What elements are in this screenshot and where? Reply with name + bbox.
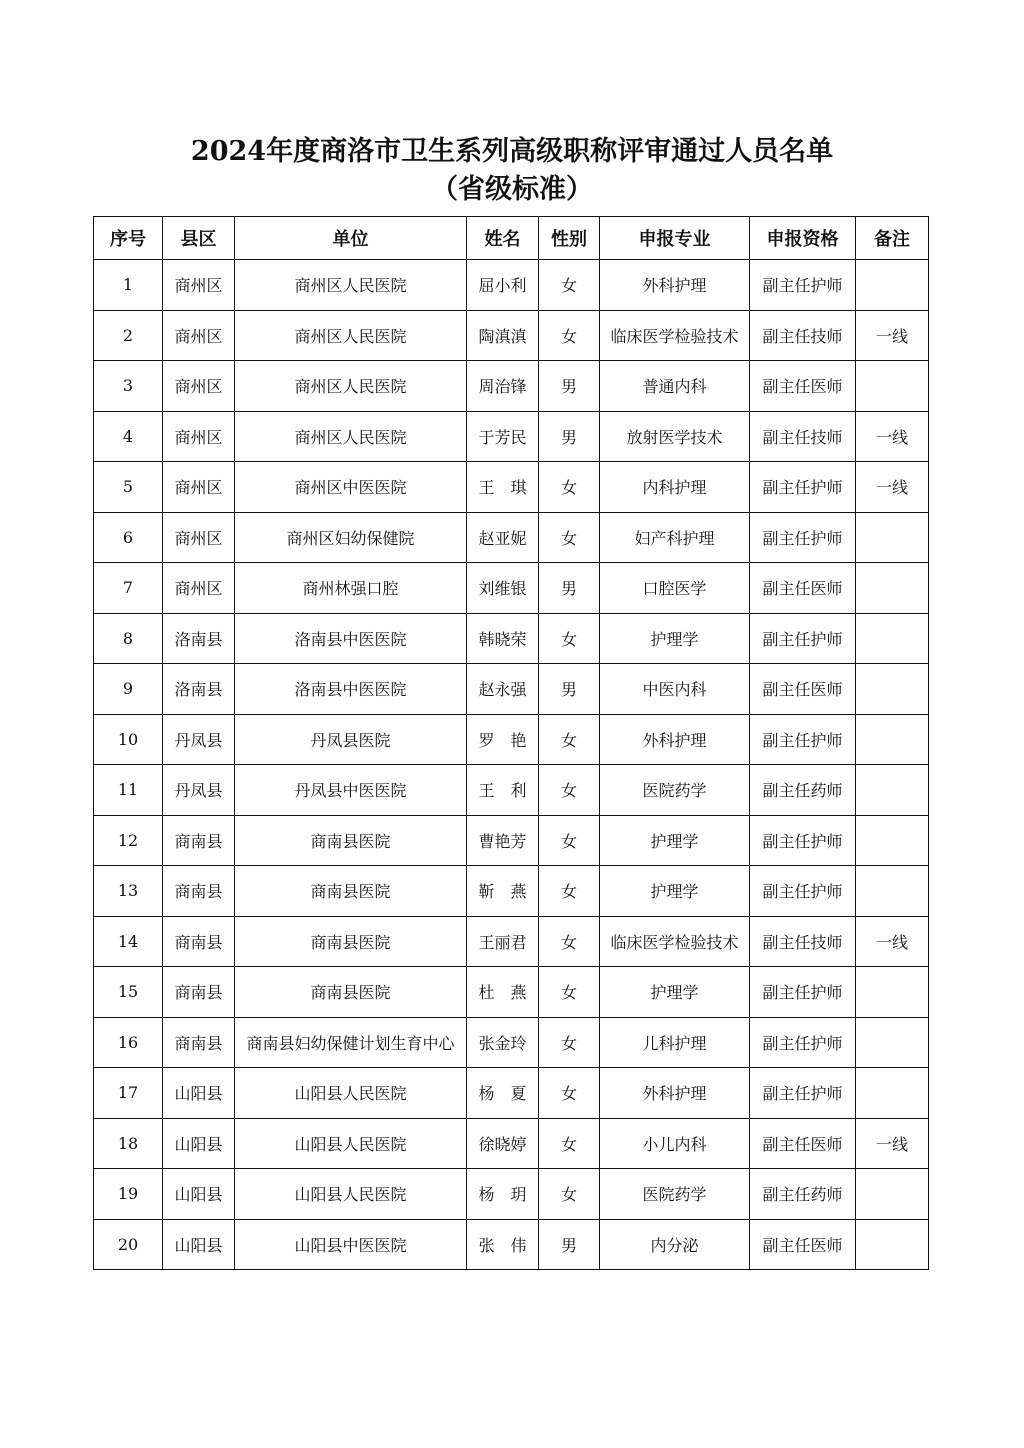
- cell-name: 杨 夏: [467, 1068, 539, 1119]
- table-row: [94, 967, 929, 1018]
- cell-gender: 女: [539, 714, 600, 765]
- cell-qualification: 副主任护师: [750, 967, 856, 1018]
- table-row: [94, 714, 929, 765]
- cell-no: 18: [94, 1118, 163, 1169]
- table-row: [94, 310, 929, 361]
- cell-major: 护理学: [600, 866, 750, 917]
- cell-county: 商南县: [163, 916, 235, 967]
- cell-major: 外科护理: [600, 260, 750, 311]
- cell-gender: 女: [539, 866, 600, 917]
- cell-remark: [856, 361, 929, 412]
- cell-qualification: 副主任护师: [750, 1068, 856, 1119]
- cell-qualification: 副主任药师: [750, 1169, 856, 1220]
- cell-county: 商南县: [163, 1017, 235, 1068]
- cell-unit: 商南县妇幼保健计划生育中心: [235, 1017, 467, 1068]
- cell-unit: 商南县医院: [235, 967, 467, 1018]
- cell-name: 张 伟: [467, 1219, 539, 1270]
- cell-gender: 女: [539, 512, 600, 563]
- cell-major: 医院药学: [600, 765, 750, 816]
- cell-remark: 一线: [856, 310, 929, 361]
- header-name: 姓名: [467, 217, 539, 260]
- cell-qualification: 副主任技师: [750, 411, 856, 462]
- table-row: [94, 512, 929, 563]
- cell-name: 靳 燕: [467, 866, 539, 917]
- cell-remark: [856, 613, 929, 664]
- cell-remark: [856, 1219, 929, 1270]
- cell-qualification: 副主任护师: [750, 260, 856, 311]
- cell-name: 周治锋: [467, 361, 539, 412]
- cell-county: 丹凤县: [163, 765, 235, 816]
- cell-gender: 女: [539, 613, 600, 664]
- cell-no: 5: [94, 462, 163, 513]
- cell-remark: [856, 1017, 929, 1068]
- cell-no: 9: [94, 664, 163, 715]
- cell-no: 17: [94, 1068, 163, 1119]
- cell-county: 洛南县: [163, 613, 235, 664]
- personnel-table: [93, 216, 929, 1270]
- cell-no: 11: [94, 765, 163, 816]
- cell-major: 临床医学检验技术: [600, 310, 750, 361]
- cell-no: 1: [94, 260, 163, 311]
- cell-remark: [856, 1068, 929, 1119]
- table-row: [94, 815, 929, 866]
- cell-remark: [856, 765, 929, 816]
- header-major: 申报专业: [600, 217, 750, 260]
- cell-major: 护理学: [600, 613, 750, 664]
- cell-gender: 男: [539, 361, 600, 412]
- cell-county: 商州区: [163, 512, 235, 563]
- cell-no: 7: [94, 563, 163, 614]
- table-row: [94, 765, 929, 816]
- cell-remark: 一线: [856, 462, 929, 513]
- cell-no: 3: [94, 361, 163, 412]
- cell-name: 曹艳芳: [467, 815, 539, 866]
- table-row: [94, 664, 929, 715]
- cell-remark: [856, 260, 929, 311]
- cell-remark: 一线: [856, 916, 929, 967]
- cell-remark: [856, 664, 929, 715]
- cell-name: 于芳民: [467, 411, 539, 462]
- header-gender: 性别: [539, 217, 600, 260]
- cell-qualification: 副主任护师: [750, 815, 856, 866]
- table-row: [94, 462, 929, 513]
- cell-unit: 商南县医院: [235, 916, 467, 967]
- cell-gender: 男: [539, 1219, 600, 1270]
- cell-no: 15: [94, 967, 163, 1018]
- cell-gender: 女: [539, 815, 600, 866]
- cell-gender: 女: [539, 1017, 600, 1068]
- cell-no: 4: [94, 411, 163, 462]
- cell-major: 内科护理: [600, 462, 750, 513]
- cell-county: 商州区: [163, 260, 235, 311]
- cell-qualification: 副主任医师: [750, 664, 856, 715]
- table-row: [94, 1118, 929, 1169]
- cell-name: 屈小利: [467, 260, 539, 311]
- cell-major: 护理学: [600, 815, 750, 866]
- cell-name: 王 琪: [467, 462, 539, 513]
- table-header-row: [94, 217, 929, 260]
- cell-gender: 女: [539, 1118, 600, 1169]
- document-title: 2024年度商洛市卫生系列高级职称评审通过人员名单: [190, 136, 834, 167]
- cell-county: 商南县: [163, 866, 235, 917]
- cell-qualification: 副主任护师: [750, 714, 856, 765]
- cell-unit: 山阳县人民医院: [235, 1068, 467, 1119]
- cell-gender: 女: [539, 260, 600, 311]
- cell-no: 19: [94, 1169, 163, 1220]
- cell-county: 山阳县: [163, 1219, 235, 1270]
- cell-county: 商州区: [163, 310, 235, 361]
- cell-remark: 一线: [856, 411, 929, 462]
- cell-no: 12: [94, 815, 163, 866]
- cell-no: 14: [94, 916, 163, 967]
- cell-qualification: 副主任护师: [750, 512, 856, 563]
- cell-unit: 商南县医院: [235, 815, 467, 866]
- cell-county: 山阳县: [163, 1118, 235, 1169]
- cell-remark: [856, 815, 929, 866]
- table-row: [94, 1068, 929, 1119]
- cell-name: 张金玲: [467, 1017, 539, 1068]
- cell-major: 中医内科: [600, 664, 750, 715]
- cell-gender: 男: [539, 411, 600, 462]
- cell-unit: 商州林强口腔: [235, 563, 467, 614]
- cell-unit: 丹凤县医院: [235, 714, 467, 765]
- cell-remark: [856, 967, 929, 1018]
- cell-gender: 男: [539, 563, 600, 614]
- header-qualification: 申报资格: [750, 217, 856, 260]
- cell-county: 商南县: [163, 967, 235, 1018]
- table-row: [94, 1219, 929, 1270]
- cell-qualification: 副主任医师: [750, 1118, 856, 1169]
- cell-major: 外科护理: [600, 1068, 750, 1119]
- cell-county: 山阳县: [163, 1169, 235, 1220]
- cell-major: 内分泌: [600, 1219, 750, 1270]
- cell-qualification: 副主任药师: [750, 765, 856, 816]
- cell-name: 王 利: [467, 765, 539, 816]
- cell-no: 2: [94, 310, 163, 361]
- cell-major: 外科护理: [600, 714, 750, 765]
- table-body: [94, 260, 929, 1270]
- cell-major: 放射医学技术: [600, 411, 750, 462]
- cell-name: 刘维银: [467, 563, 539, 614]
- cell-unit: 商州区人民医院: [235, 361, 467, 412]
- cell-gender: 女: [539, 310, 600, 361]
- cell-remark: [856, 563, 929, 614]
- cell-remark: [856, 714, 929, 765]
- cell-major: 妇产科护理: [600, 512, 750, 563]
- cell-remark: [856, 866, 929, 917]
- cell-major: 儿科护理: [600, 1017, 750, 1068]
- cell-name: 赵亚妮: [467, 512, 539, 563]
- cell-unit: 洛南县中医医院: [235, 613, 467, 664]
- header-remark: 备注: [856, 217, 929, 260]
- cell-name: 王丽君: [467, 916, 539, 967]
- cell-unit: 洛南县中医医院: [235, 664, 467, 715]
- cell-unit: 山阳县人民医院: [235, 1169, 467, 1220]
- cell-name: 陶滇滇: [467, 310, 539, 361]
- cell-county: 商州区: [163, 411, 235, 462]
- cell-county: 山阳县: [163, 1068, 235, 1119]
- header-no: 序号: [94, 217, 163, 260]
- cell-major: 临床医学检验技术: [600, 916, 750, 967]
- cell-remark: [856, 1169, 929, 1220]
- cell-major: 医院药学: [600, 1169, 750, 1220]
- cell-gender: 女: [539, 462, 600, 513]
- table-row: [94, 613, 929, 664]
- cell-qualification: 副主任医师: [750, 361, 856, 412]
- cell-no: 8: [94, 613, 163, 664]
- cell-major: 普通内科: [600, 361, 750, 412]
- cell-qualification: 副主任技师: [750, 916, 856, 967]
- cell-unit: 商州区中医医院: [235, 462, 467, 513]
- table-row: [94, 1017, 929, 1068]
- cell-unit: 商州区妇幼保健院: [235, 512, 467, 563]
- cell-qualification: 副主任护师: [750, 613, 856, 664]
- cell-qualification: 副主任护师: [750, 1017, 856, 1068]
- cell-county: 商州区: [163, 462, 235, 513]
- cell-qualification: 副主任技师: [750, 310, 856, 361]
- cell-name: 赵永强: [467, 664, 539, 715]
- cell-name: 罗 艳: [467, 714, 539, 765]
- table-row: [94, 260, 929, 311]
- cell-name: 徐晓婷: [467, 1118, 539, 1169]
- cell-major: 口腔医学: [600, 563, 750, 614]
- cell-county: 商州区: [163, 361, 235, 412]
- cell-county: 商州区: [163, 563, 235, 614]
- cell-qualification: 副主任医师: [750, 1219, 856, 1270]
- cell-unit: 丹凤县中医医院: [235, 765, 467, 816]
- cell-unit: 商州区人民医院: [235, 310, 467, 361]
- cell-gender: 女: [539, 967, 600, 1018]
- cell-gender: 男: [539, 664, 600, 715]
- cell-unit: 商州区人民医院: [235, 260, 467, 311]
- cell-unit: 山阳县人民医院: [235, 1118, 467, 1169]
- cell-unit: 商州区人民医院: [235, 411, 467, 462]
- cell-major: 护理学: [600, 967, 750, 1018]
- cell-gender: 女: [539, 916, 600, 967]
- cell-unit: 商南县医院: [235, 866, 467, 917]
- cell-gender: 女: [539, 765, 600, 816]
- cell-qualification: 副主任护师: [750, 462, 856, 513]
- cell-no: 20: [94, 1219, 163, 1270]
- cell-qualification: 副主任护师: [750, 866, 856, 917]
- document-subtitle: （省级标准）: [431, 174, 593, 205]
- cell-unit: 山阳县中医医院: [235, 1219, 467, 1270]
- table-row: [94, 866, 929, 917]
- cell-no: 13: [94, 866, 163, 917]
- cell-no: 10: [94, 714, 163, 765]
- table-row: [94, 361, 929, 412]
- cell-no: 6: [94, 512, 163, 563]
- cell-gender: 女: [539, 1068, 600, 1119]
- cell-name: 杨 玥: [467, 1169, 539, 1220]
- header-county: 县区: [163, 217, 235, 260]
- table-row: [94, 1169, 929, 1220]
- cell-remark: [856, 512, 929, 563]
- table-row: [94, 411, 929, 462]
- cell-county: 洛南县: [163, 664, 235, 715]
- table-row: [94, 916, 929, 967]
- cell-county: 丹凤县: [163, 714, 235, 765]
- cell-name: 韩晓荣: [467, 613, 539, 664]
- cell-county: 商南县: [163, 815, 235, 866]
- cell-gender: 女: [539, 1169, 600, 1220]
- cell-remark: 一线: [856, 1118, 929, 1169]
- cell-major: 小儿内科: [600, 1118, 750, 1169]
- cell-name: 杜 燕: [467, 967, 539, 1018]
- header-unit: 单位: [235, 217, 467, 260]
- table-row: [94, 563, 929, 614]
- cell-no: 16: [94, 1017, 163, 1068]
- cell-qualification: 副主任医师: [750, 563, 856, 614]
